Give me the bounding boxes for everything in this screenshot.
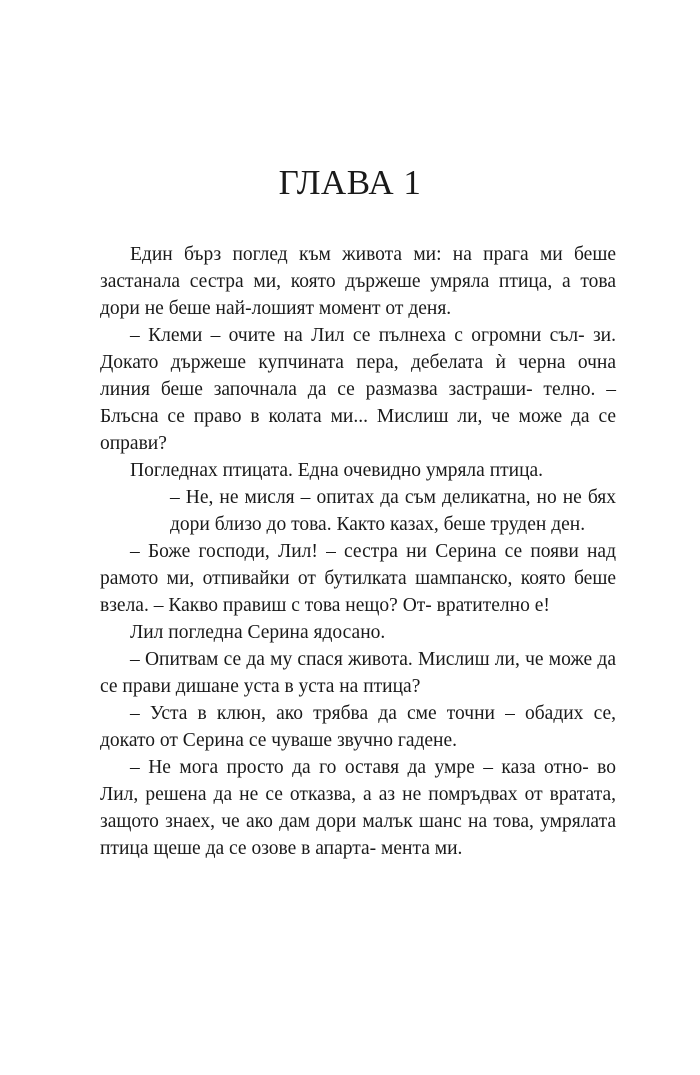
chapter-body [100, 241, 616, 862]
paragraph: – Уста в клюн, ако трябва да сме точни – обадих се, докато от Серина се чуваше звучно гадене. [100, 703, 616, 751]
paragraph: Погледнах птицата. Една очевидно умряла птица. [130, 460, 544, 481]
paragraph: – Опитвам се да му спася живота. Мислиш ли, че може да се прави дишане уста в уста на птица? [100, 649, 616, 697]
paragraph: – Боже господи, Лил! – сестра ни Серина се появи над рамото ми, отпивайки от бутилката шампанско, която беше взела. – Какво правиш с това нещо? От- вратително е! [100, 541, 616, 616]
paragraph: Лил погледна Серина ядосано. [130, 622, 386, 643]
paragraph: – Не, не мисля – опитах да съм деликатна, но не бях дори близо до това. Както казах, беше труден ден. [170, 487, 616, 535]
chapter-title: ГЛАВА 1 [278, 163, 422, 202]
paragraph: – Клеми – очите на Лил се пълнеха с огромни съл- зи. Докато държеше купчината пера, дебелата ѝ черна очна линия беше започнала да се размазва застраши- телно. – Блъсна се право в колата ми... Мислиш ли, че може да се оправи? [100, 325, 616, 454]
paragraph: Един бърз поглед към живота ми: на прага ми беше застанала сестра ми, която държеше умряла птица, а това дори не беше най-лошият момент от деня. [100, 244, 616, 319]
paragraph: – Не мога просто да го оставя да умре – каза отно- во Лил, решена да не се отказва, а аз не помръдвах от вратата, защото знаех, че ако дам дори малък шанс на това, умрялата птица щеше да се озове в апарта- мента ми. [100, 757, 616, 859]
